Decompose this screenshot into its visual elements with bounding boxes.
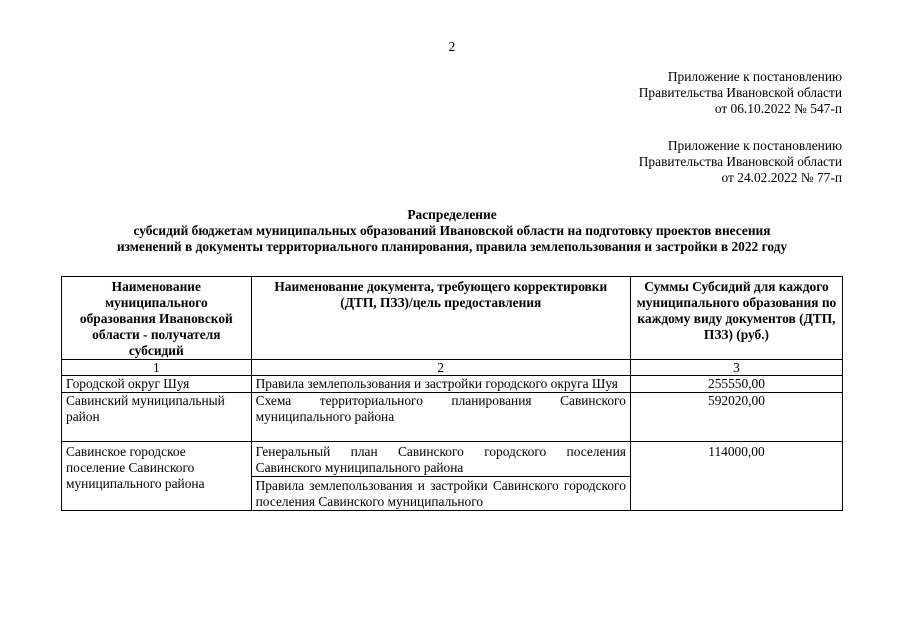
appendix-reference-2 [639,138,842,186]
column-number-3: 3 [630,360,842,376]
row-1-municipality: Городской округ Шуя [62,376,252,393]
row-3-sum: 114000,00 [630,442,842,511]
document-title [60,207,844,255]
column-number-2: 2 [251,360,630,376]
appendix-1-line-2: Правительства Ивановской области [638,85,842,100]
column-number-row [62,360,843,376]
appendix-1-line-3: от 06.10.2022 № 547-п [714,101,842,116]
header-document: Наименование документа, требующего корректировки (ДТП, ПЗЗ)/цель предоставления [251,277,630,360]
appendix-2-line-3: от 24.02.2022 № 77-п [721,170,842,185]
row-3-municipality: Савинское городское поселение Савинского муниципального района [62,442,252,511]
row-3-document-2: Правила землепользования и застройки Савинского городского поселения Савинского муниципального [251,477,630,511]
row-2-document: Схема территориального планирования Савинского муниципального района [251,393,630,442]
title-line-3: изменений в документы территориального планирования, правила землепользования и застройки в 2022 году [116,239,788,254]
table-row [62,376,843,393]
subsidy-distribution-table [61,276,843,511]
header-municipality: Наименование муниципального образования Ивановской области - получателя субсидий [62,277,252,360]
column-number-1: 1 [62,360,252,376]
table-row [62,442,843,477]
page-number: 2 [448,39,456,54]
row-3-document-1: Генеральный план Савинского городского поселения Савинского муниципального района [251,442,630,477]
row-1-document: Правила землепользования и застройки городского округа Шуя [251,376,630,393]
title-line-2: субсидий бюджетам муниципальных образований Ивановской области на подготовку проектов внесения [133,223,771,238]
row-1-sum: 255550,00 [630,376,842,393]
table-row [62,393,843,442]
table-header-row [62,277,843,360]
header-sum: Суммы Субсидий для каждого муниципального образования по каждому виду документов (ДТП, ПЗЗ) (руб.) [630,277,842,360]
appendix-2-line-2: Правительства Ивановской области [638,154,842,169]
title-line-1: Распределение [407,207,497,222]
row-2-sum: 592020,00 [630,393,842,442]
appendix-reference-1 [639,69,842,117]
appendix-2-line-1: Приложение к постановлению [667,138,842,153]
appendix-1-line-1: Приложение к постановлению [667,69,842,84]
row-2-municipality: Савинский муниципальный район [62,393,252,442]
